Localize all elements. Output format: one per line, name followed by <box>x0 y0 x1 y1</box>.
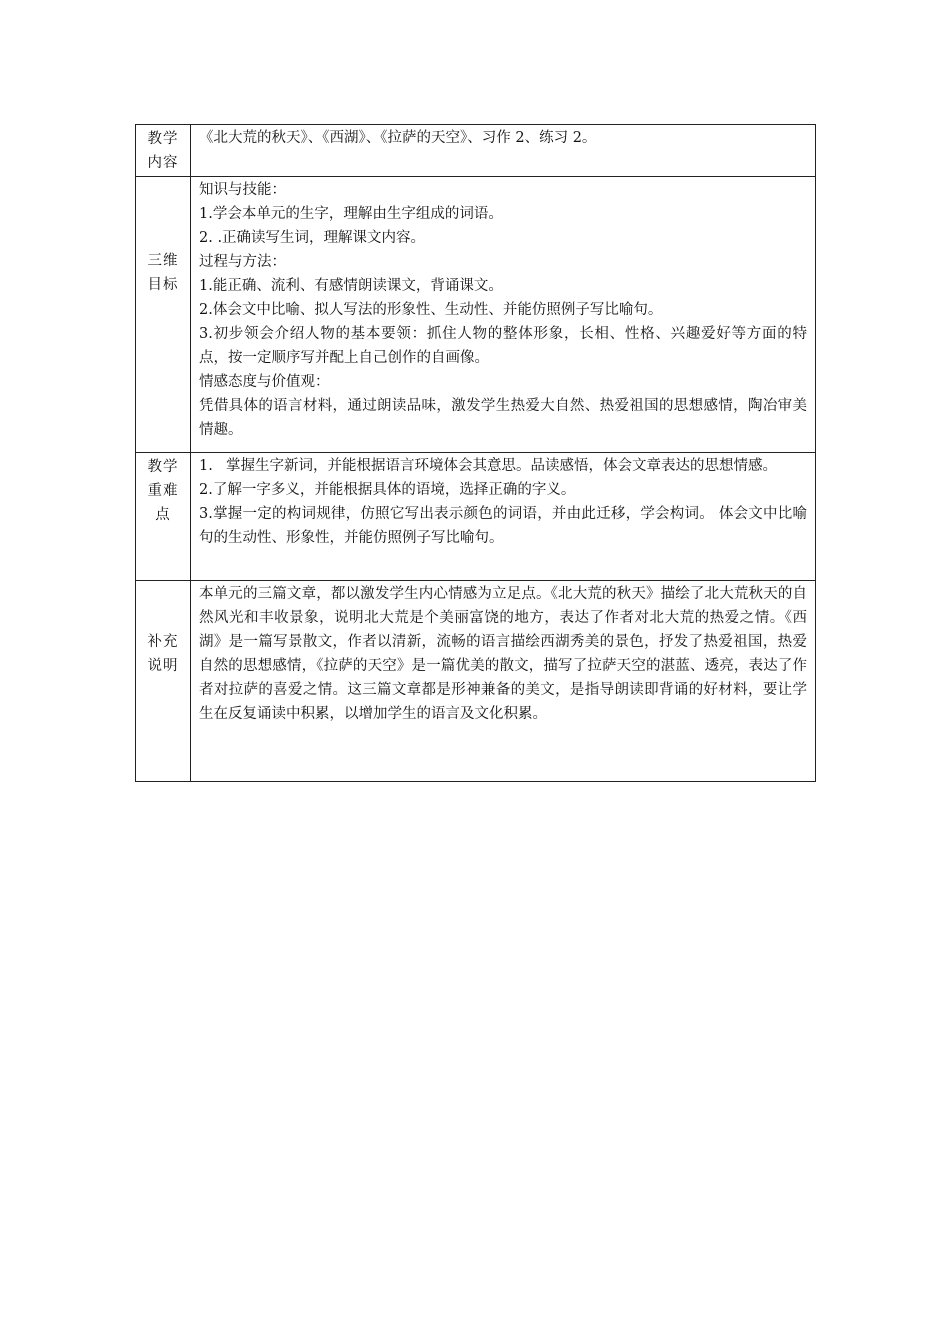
label-cell-notes <box>136 581 191 782</box>
row-label: 三维目标 <box>147 253 179 293</box>
table-row-teaching-content <box>136 125 816 177</box>
label-cell-goals <box>136 177 191 453</box>
table-row-three-dimensional-goals <box>136 177 816 453</box>
table-row-key-points <box>136 453 816 581</box>
content-cell-teaching-content <box>191 125 816 177</box>
label-cell-teaching-content <box>136 125 191 177</box>
goals-item: 2. .正确读写生词，理解课文内容。 <box>199 230 426 246</box>
goals-item: 2.体会文中比喻、拟人写法的形象性、生动性、并能仿照例子写比喻句。 <box>199 302 663 318</box>
lesson-plan-table <box>135 124 816 782</box>
row-label: 教学内容 <box>147 131 179 171</box>
table-row-supplementary-notes <box>136 581 816 782</box>
key-point-text: 掌握生字新词，并能根据语言环境体会其意思。品读感悟，体会文章表达的思想情感。 <box>226 458 777 474</box>
goals-heading-process: 过程与方法： <box>199 254 286 270</box>
goals-item: 1.能正确、流利、有感情朗读课文，背诵课文。 <box>199 278 503 294</box>
goals-heading-attitude: 情感态度与价值观： <box>199 374 330 390</box>
goals-item: 1.学会本单元的生字，理解由生字组成的词语。 <box>199 206 503 222</box>
teaching-content-text: 《北大荒的秋天》、《西湖》、《拉萨的天空》、习作 2、练习 2。 <box>199 130 597 146</box>
list-number: 1. <box>199 458 213 474</box>
notes-paragraph: 本单元的三篇文章，都以激发学生内心情感为立足点。《北大荒的秋天》描绘了北大荒秋天的自然风光和丰收景象，说明北大荒是个美丽富饶的地方，表达了作者对北大荒的热爱之情。《西湖》是一篇写景散文，作者以清新，流畅的语言描绘西湖秀美的景色，抒发了热爱祖国，热爱自然的思想感情，《拉萨的天空》是一篇优美的散文，描写了拉萨天空的湛蓝、透亮，表达了作者对拉萨的喜爱之情。这三篇文章都是形神兼备的美文，是指导朗读即背诵的好材料，要让学生在反复诵读中积累，以增加学生的语言及文化积累。 <box>199 586 807 722</box>
row-label: 教学重难点 <box>147 459 179 523</box>
goals-item: 3.初步领会介绍人物的基本要领：抓住人物的整体形象，长相、性格、兴趣爱好等方面的特点，按一定顺序写并配上自己创作的自画像。 <box>199 326 807 366</box>
goals-item: 凭借具体的语言材料，通过朗读品味，激发学生热爱大自然、热爱祖国的思想感情，陶冶审美情趣。 <box>199 398 807 438</box>
content-cell-goals <box>191 177 816 453</box>
goals-heading-knowledge: 知识与技能： <box>199 182 286 198</box>
key-point-item: 2.了解一字多义，并能根据具体的语境，选择正确的字义。 <box>199 482 576 498</box>
row-label: 补充说明 <box>147 634 179 674</box>
key-point-item: 3.掌握一定的构词规律，仿照它写出表示颜色的词语，并由此迁移，学会构词。 体会文中比喻句的生动性、形象性，并能仿照例子写比喻句。 <box>199 506 807 546</box>
content-cell-notes <box>191 581 816 782</box>
label-cell-key-points <box>136 453 191 581</box>
content-cell-key-points <box>191 453 816 581</box>
key-point-item <box>199 454 807 478</box>
